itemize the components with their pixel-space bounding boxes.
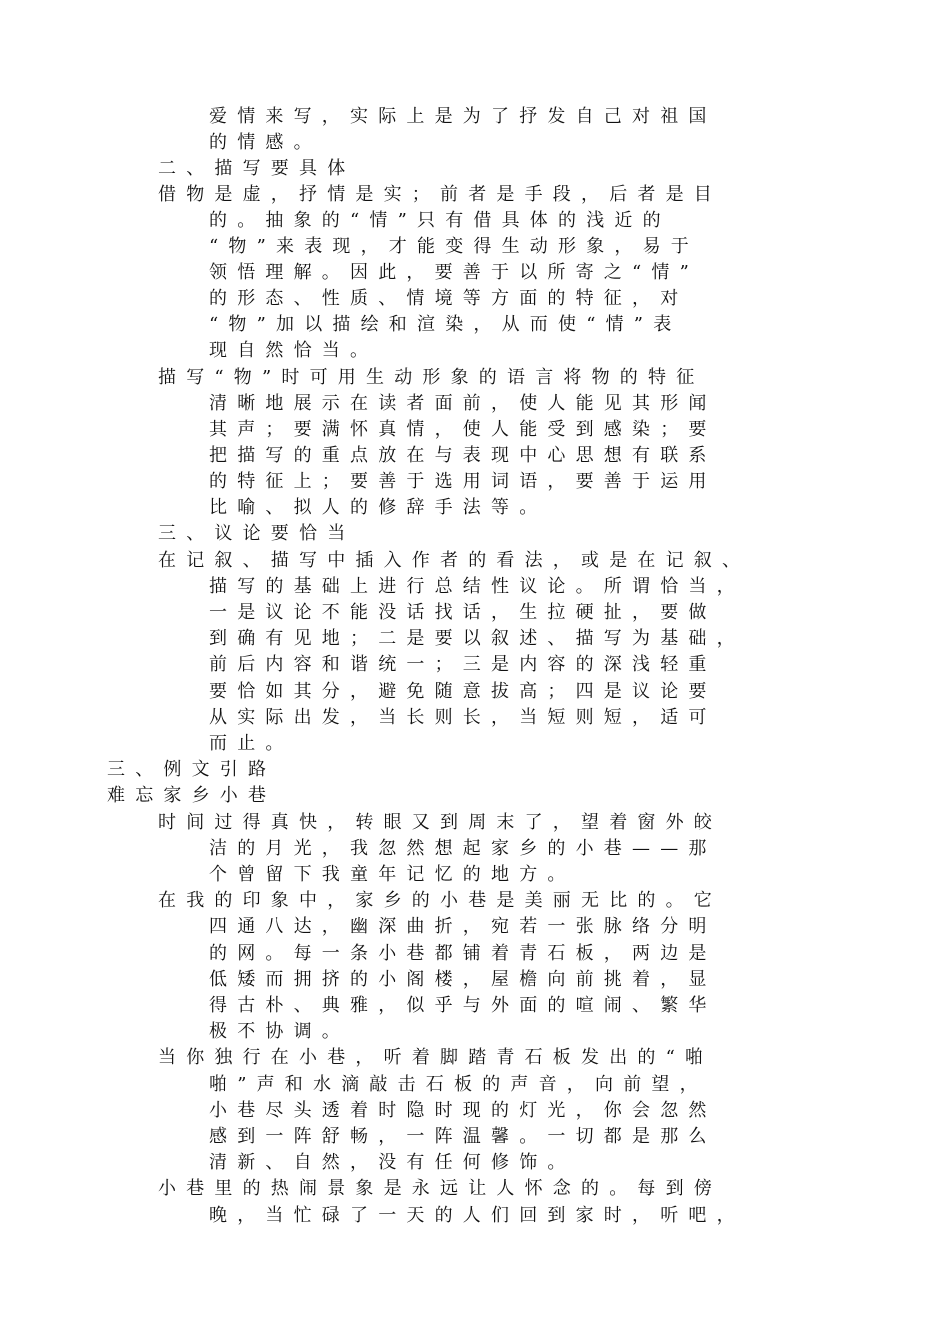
text-line: 一是议论不能没话找话，生拉硬扯，要做 — [209, 602, 717, 623]
text-line: 现自然恰当。 — [209, 340, 379, 361]
text-line: 清新、自然，没有任何修饰。 — [209, 1152, 576, 1173]
text-line: 晚，当忙碌了一天的人们回到家时，听吧， — [209, 1205, 745, 1226]
text-line: 领悟理解。因此，要善于以所寄之“情” — [209, 262, 700, 283]
text-line: 前后内容和谐统一；三是内容的深浅轻重 — [209, 654, 717, 675]
text-line: 洁的月光，我忽然想起家乡的小巷——那 — [209, 838, 717, 859]
text-line: 得古朴、典雅，似乎与外面的喧闹、繁华 — [209, 995, 717, 1016]
text-line: 要恰如其分，避免随意拔高；四是议论要 — [209, 681, 717, 702]
text-line: 描写“物”时可用生动形象的语言将物的特征 — [158, 367, 705, 388]
section-heading: 三、议论要恰当 — [158, 523, 356, 544]
text-line: 小巷里的热闹景象是永远让人怀念的。每到傍 — [158, 1178, 722, 1199]
section-heading: 二、描写要具体 — [158, 158, 356, 179]
section-heading: 三、例文引路 — [107, 759, 277, 780]
text-line: 而止。 — [209, 733, 294, 754]
text-line: 爱情来写，实际上是为了抒发自己对祖国 — [209, 106, 717, 127]
text-line: 在我的印象中，家乡的小巷是美丽无比的。它 — [158, 890, 722, 911]
text-line: “物”来表现，才能变得生动形象，易于 — [209, 236, 700, 257]
text-line: 清晰地展示在读者面前，使人能见其形闻 — [209, 393, 717, 414]
text-line: 在记叙、描写中插入作者的看法，或是在记叙、 — [158, 550, 751, 571]
text-line: 的特征上；要善于选用词语，要善于运用 — [209, 471, 717, 492]
text-line: 时间过得真快，转眼又到周末了，望着窗外皎 — [158, 812, 722, 833]
text-line: 啪”声和水滴敲击石板的声音，向前望， — [209, 1074, 708, 1095]
text-line: 其声；要满怀真情，使人能受到感染；要 — [209, 419, 717, 440]
text-line: “物”加以描绘和渲染，从而使“情”表 — [209, 314, 682, 335]
text-line: 四通八达，幽深曲折，宛若一张脉络分明 — [209, 916, 717, 937]
text-line: 的网。每一条小巷都铺着青石板，两边是 — [209, 943, 717, 964]
text-line: 感到一阵舒畅，一阵温馨。一切都是那么 — [209, 1126, 717, 1147]
text-line: 从实际出发，当长则长，当短则短，适可 — [209, 707, 717, 728]
text-line: 把描写的重点放在与表现中心思想有联系 — [209, 445, 717, 466]
essay-title: 难忘家乡小巷 — [107, 785, 277, 806]
text-line: 借物是虚，抒情是实；前者是手段，后者是目 — [158, 184, 722, 205]
text-line: 个曾留下我童年记忆的地方。 — [209, 864, 576, 885]
text-line: 比喻、拟人的修辞手法等。 — [209, 497, 548, 518]
text-line: 的形态、性质、情境等方面的特征，对 — [209, 288, 689, 309]
text-line: 小巷尽头透着时隐时现的灯光，你会忽然 — [209, 1100, 717, 1121]
text-line: 当你独行在小巷，听着脚踏青石板发出的“啪 — [158, 1047, 714, 1068]
text-line: 极不协调。 — [209, 1021, 350, 1042]
text-line: 到确有见地；二是要以叙述、描写为基础， — [209, 628, 745, 649]
text-line: 描写的基础上进行总结性议论。所谓恰当， — [209, 576, 745, 597]
text-line: 的。抽象的“情”只有借具体的浅近的 — [209, 210, 671, 231]
text-line: 的情感。 — [209, 132, 322, 153]
text-line: 低矮而拥挤的小阁楼，屋檐向前挑着，显 — [209, 969, 717, 990]
